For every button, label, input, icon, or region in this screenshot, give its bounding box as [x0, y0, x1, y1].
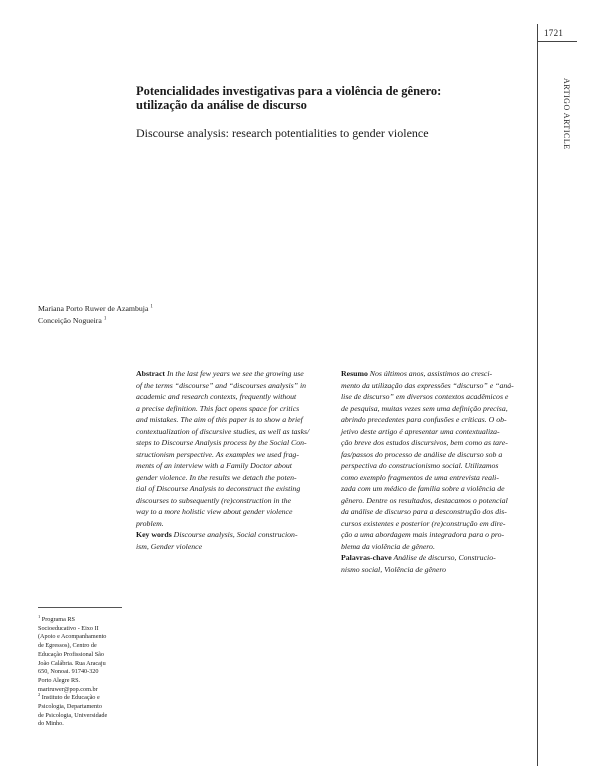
author-affiliation-mark: 1: [150, 304, 153, 310]
abstract-line: tial of Discourse Analysis to deconstruct the existing: [136, 484, 301, 493]
resumo-line: [341, 368, 537, 380]
resumo-line: fas/passos do processo de análise de discurso sob a: [341, 449, 503, 459]
footnote-line: Socioeducativo - Eixo II: [38, 624, 99, 632]
resumo-line: abrindo precedentes para confusões e críticas. O ob-: [341, 415, 507, 424]
resumo-line: ção a uma abordagem mais integradora para o pro-: [341, 530, 505, 539]
footnotes: [38, 613, 138, 729]
header-rule: [537, 41, 577, 42]
abstract-line: structionism perspective. As examples we used frag-: [136, 449, 299, 459]
footnote-line: de Psicologia, Universidade: [38, 711, 108, 719]
abstract-line: way to a more holistic view about gender violence: [136, 507, 293, 516]
abstract-line: steps to Discourse Analysis process by the Social Con-: [136, 438, 307, 447]
footnote-email: mariruwer@pop.com.br: [38, 685, 98, 693]
footnote-line: do Minho.: [38, 720, 64, 728]
author-name: Conceição Nogueira: [38, 316, 102, 325]
keywords-line: ism, Gender violence: [136, 541, 203, 551]
abstract-line: [136, 368, 332, 380]
resumo-line: ção breve dos estudos discursivos, bem como as tare-: [341, 438, 508, 447]
abstract-column: [136, 368, 332, 552]
article-title-portuguese: [136, 84, 536, 112]
abstract-line: and mistakes. The aim of this paper is to show a brief: [136, 415, 303, 424]
abstract-label: Abstract: [136, 369, 166, 378]
resumo-line: blema da violência de gênero.: [341, 541, 435, 551]
footnote-mark: 1: [38, 613, 41, 619]
footnote-line: [38, 613, 138, 625]
footnote-mark: 2: [38, 692, 41, 698]
resumo-line: como exemplo fragmentos de uma entrevista reali-: [341, 472, 499, 482]
author-list: [38, 303, 153, 327]
article-title-english: Discourse analysis: research potentialities to gender violence: [136, 126, 429, 140]
title-line-2: utilização da análise de discurso: [136, 98, 307, 112]
resumo-line: perspectiva do construcionismo social. Utilizamos: [341, 461, 499, 470]
title-line-1: Potencialidades investigativas para a violência de gênero:: [136, 84, 442, 98]
footnote-line: Psicologia, Departamento: [38, 703, 102, 711]
resumo-line: lise de discurso” em diversos contextos acadêmicos e: [341, 392, 509, 401]
author-name: Mariana Porto Ruwer de Azambuja: [38, 304, 149, 313]
footnote-line: (Apoio e Acompanhamento: [38, 633, 107, 641]
page-number: 1721: [544, 28, 564, 38]
abstract-text: In the last few years we see the growing use: [165, 369, 304, 378]
abstract-line: discourses to subsequently (re)construction in the: [136, 495, 291, 505]
keywords-label: Key words: [136, 530, 172, 539]
author: [38, 303, 153, 315]
footnote-line: João Calábria. Rua Aracaju: [38, 659, 106, 667]
resumo-label: Resumo: [341, 369, 368, 378]
abstract-line: gender violence. In the results we detach the poten-: [136, 472, 297, 482]
palavras-chave-label: Palavras-chave: [341, 553, 392, 562]
abstract-line: academic and research contexts, frequently without: [136, 392, 297, 401]
abstract-line: ments of an interview with a Family Doctor about: [136, 461, 292, 470]
resumo-column: [341, 368, 537, 575]
footnote-line: 650, Nonoai. 91740-320: [38, 668, 99, 676]
palavras-chave-text: Análise de discurso, Construcio-: [391, 553, 496, 562]
resumo-line: da análise de discurso para a desconstrução dos dis-: [341, 507, 507, 516]
footnote-text: Instituto de Educação e: [40, 694, 100, 702]
footnote-line: Porto Alegre RS.: [38, 676, 81, 684]
footnote-line: [38, 694, 138, 703]
abstract-line: contextualization of discursive studies, as well as tasks/: [136, 426, 310, 436]
author: [38, 315, 153, 327]
footnote-text: Programa RS: [40, 616, 75, 623]
keywords-line: [136, 529, 332, 541]
palavras-chave-line: nismo social, Violência de gênero: [341, 564, 447, 574]
resumo-line: zada com um médico de família sobre a violência de: [341, 484, 505, 493]
keywords-text: Discourse analysis, Social construcion-: [171, 530, 298, 539]
abstract-line: a precise definition. This fact opens space for critics: [136, 403, 300, 413]
resumo-line: cursos existentes e posterior (re)construção em dire-: [341, 518, 506, 528]
author-affiliation-mark: 1: [103, 316, 107, 322]
resumo-line: de pesquisa, muitas vezes sem uma definição precisa,: [341, 403, 508, 413]
resumo-text: Nos últimos anos, assistimos ao cresci-: [367, 369, 493, 378]
footnote-line: Educação Profissional São: [38, 650, 104, 658]
resumo-line: jetivo deste artigo é apresentar uma contextualiza-: [341, 426, 500, 436]
footnote-rule: [38, 607, 122, 608]
palavras-chave-line: [341, 552, 537, 564]
vertical-rule: [537, 24, 538, 766]
abstract-line: problem.: [136, 518, 164, 528]
footnote-line: de Egressos), Centro de: [38, 642, 97, 650]
abstract-line: of the terms “discourse” and “discourses analysis” in: [136, 380, 307, 390]
section-label: ARTIGO ARTICLE: [562, 78, 571, 150]
resumo-line: gênero. Dentre os resultados, destacamos o potencial: [341, 495, 508, 505]
resumo-line: mento da utilização das expressões “discurso” e “aná-: [341, 380, 514, 390]
